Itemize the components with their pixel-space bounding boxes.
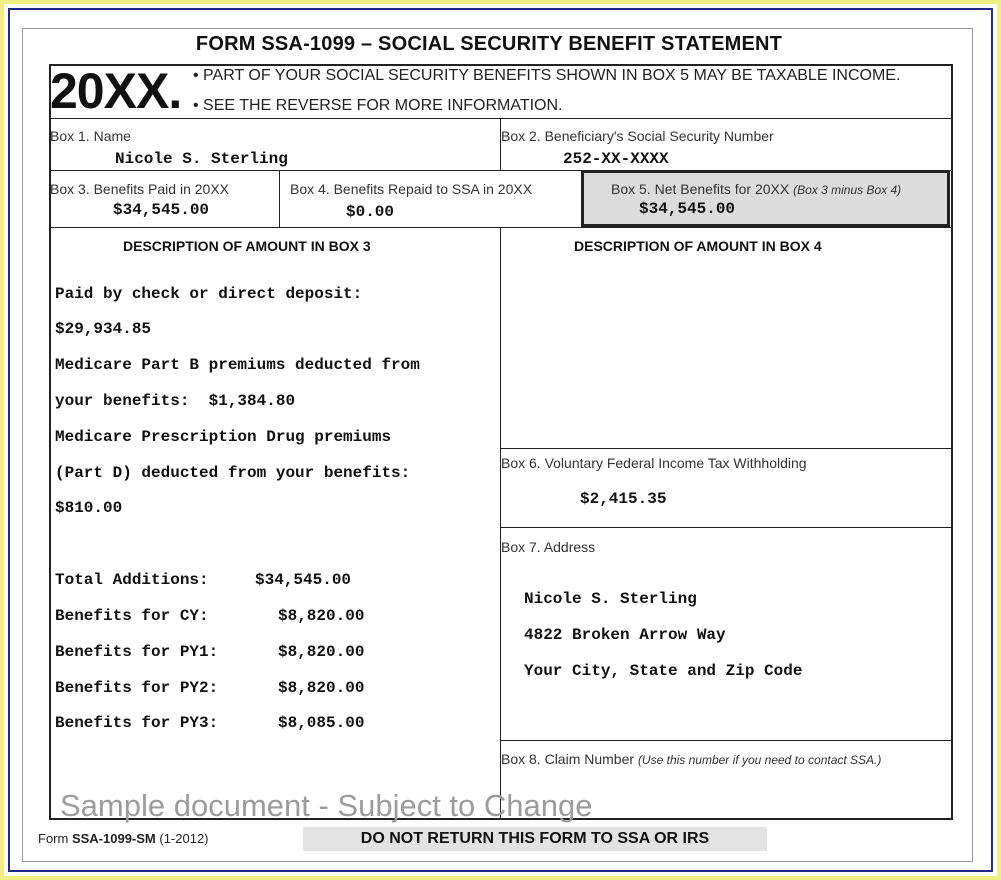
rule-before-box6 bbox=[500, 448, 953, 449]
box7-label: Box 7. Address bbox=[501, 539, 596, 555]
desc-line: Paid by check or direct deposit: bbox=[55, 285, 363, 303]
desc-line: Medicare Part B premiums deducted from bbox=[55, 356, 420, 374]
benefits-py3-value: $8,085.00 bbox=[278, 714, 365, 732]
rule-box3-box4 bbox=[279, 170, 280, 227]
address-line-name: Nicole S. Sterling bbox=[524, 590, 697, 608]
form-title: FORM SSA-1099 – SOCIAL SECURITY BENEFIT STATEMENT bbox=[195, 33, 783, 55]
desc-line: (Part D) deducted from your benefits: bbox=[55, 464, 411, 482]
desc-box3-heading: DESCRIPTION OF AMOUNT IN BOX 3 bbox=[123, 238, 371, 254]
box2-ssn-value: 252-XX-XXXX bbox=[563, 150, 669, 168]
form-identifier: Form SSA-1099-SM (1-2012) bbox=[38, 831, 209, 846]
box8-label: Box 8. Claim Number (Use this number if you need to contact SSA.) bbox=[501, 751, 882, 767]
box5-value: $34,545.00 bbox=[639, 200, 736, 218]
notice-line-1: • PART OF YOUR SOCIAL SECURITY BENEFITS SHOWN IN BOX 5 MAY BE TAXABLE INCOME. bbox=[193, 67, 901, 84]
sample-watermark: Sample document - Subject to Change bbox=[60, 788, 593, 823]
benefits-py2-label: Benefits for PY2: bbox=[55, 679, 219, 697]
box4-value: $0.00 bbox=[346, 203, 395, 221]
benefits-py3-label: Benefits for PY3: bbox=[55, 714, 219, 732]
address-line-street: 4822 Broken Arrow Way bbox=[524, 626, 726, 644]
tax-year: 20XX. bbox=[50, 63, 182, 119]
address-line-city: Your City, State and Zip Code bbox=[524, 662, 803, 680]
benefits-cy-label: Benefits for CY: bbox=[55, 607, 209, 625]
benefits-py2-value: $8,820.00 bbox=[278, 679, 365, 697]
box1-name-value: Nicole S. Sterling bbox=[115, 150, 288, 168]
total-additions-label: Total Additions: bbox=[55, 571, 209, 589]
box3-value: $34,545.00 bbox=[113, 201, 210, 219]
rule-box1-box2 bbox=[500, 118, 501, 170]
benefits-py1-label: Benefits for PY1: bbox=[55, 643, 219, 661]
benefits-py1-value: $8,820.00 bbox=[278, 643, 365, 661]
total-additions-value: $34,545.00 bbox=[255, 571, 352, 589]
rule-after-box3 bbox=[49, 227, 953, 228]
rule-mid-column bbox=[500, 227, 501, 820]
box1-label: Box 1. Name bbox=[50, 128, 131, 144]
do-not-return-notice: DO NOT RETURN THIS FORM TO SSA OR IRS bbox=[303, 827, 767, 851]
box5-highlight bbox=[581, 170, 950, 227]
desc-line: $29,934.85 bbox=[55, 320, 152, 338]
desc-line: your benefits: $1,384.80 bbox=[55, 392, 296, 410]
box3-label: Box 3. Benefits Paid in 20XX bbox=[50, 181, 229, 197]
rule-after-header bbox=[49, 118, 953, 119]
notice-line-2: • SEE THE REVERSE FOR MORE INFORMATION. bbox=[193, 97, 563, 114]
desc-box4-heading: DESCRIPTION OF AMOUNT IN BOX 4 bbox=[574, 238, 822, 254]
box2-label: Box 2. Beneficiary's Social Security Number bbox=[501, 128, 774, 144]
desc-line: Medicare Prescription Drug premiums bbox=[55, 428, 392, 446]
box6-label: Box 6. Voluntary Federal Income Tax Withholding bbox=[501, 455, 807, 471]
rule-before-box8 bbox=[500, 740, 953, 741]
desc-line: $810.00 bbox=[55, 499, 123, 517]
box6-value: $2,415.35 bbox=[580, 490, 667, 508]
rule-before-box7 bbox=[500, 527, 953, 528]
benefits-cy-value: $8,820.00 bbox=[278, 607, 365, 625]
box4-label: Box 4. Benefits Repaid to SSA in 20XX bbox=[290, 181, 533, 197]
box5-label: Box 5. Net Benefits for 20XX (Box 3 minus Box 4) bbox=[611, 181, 902, 197]
